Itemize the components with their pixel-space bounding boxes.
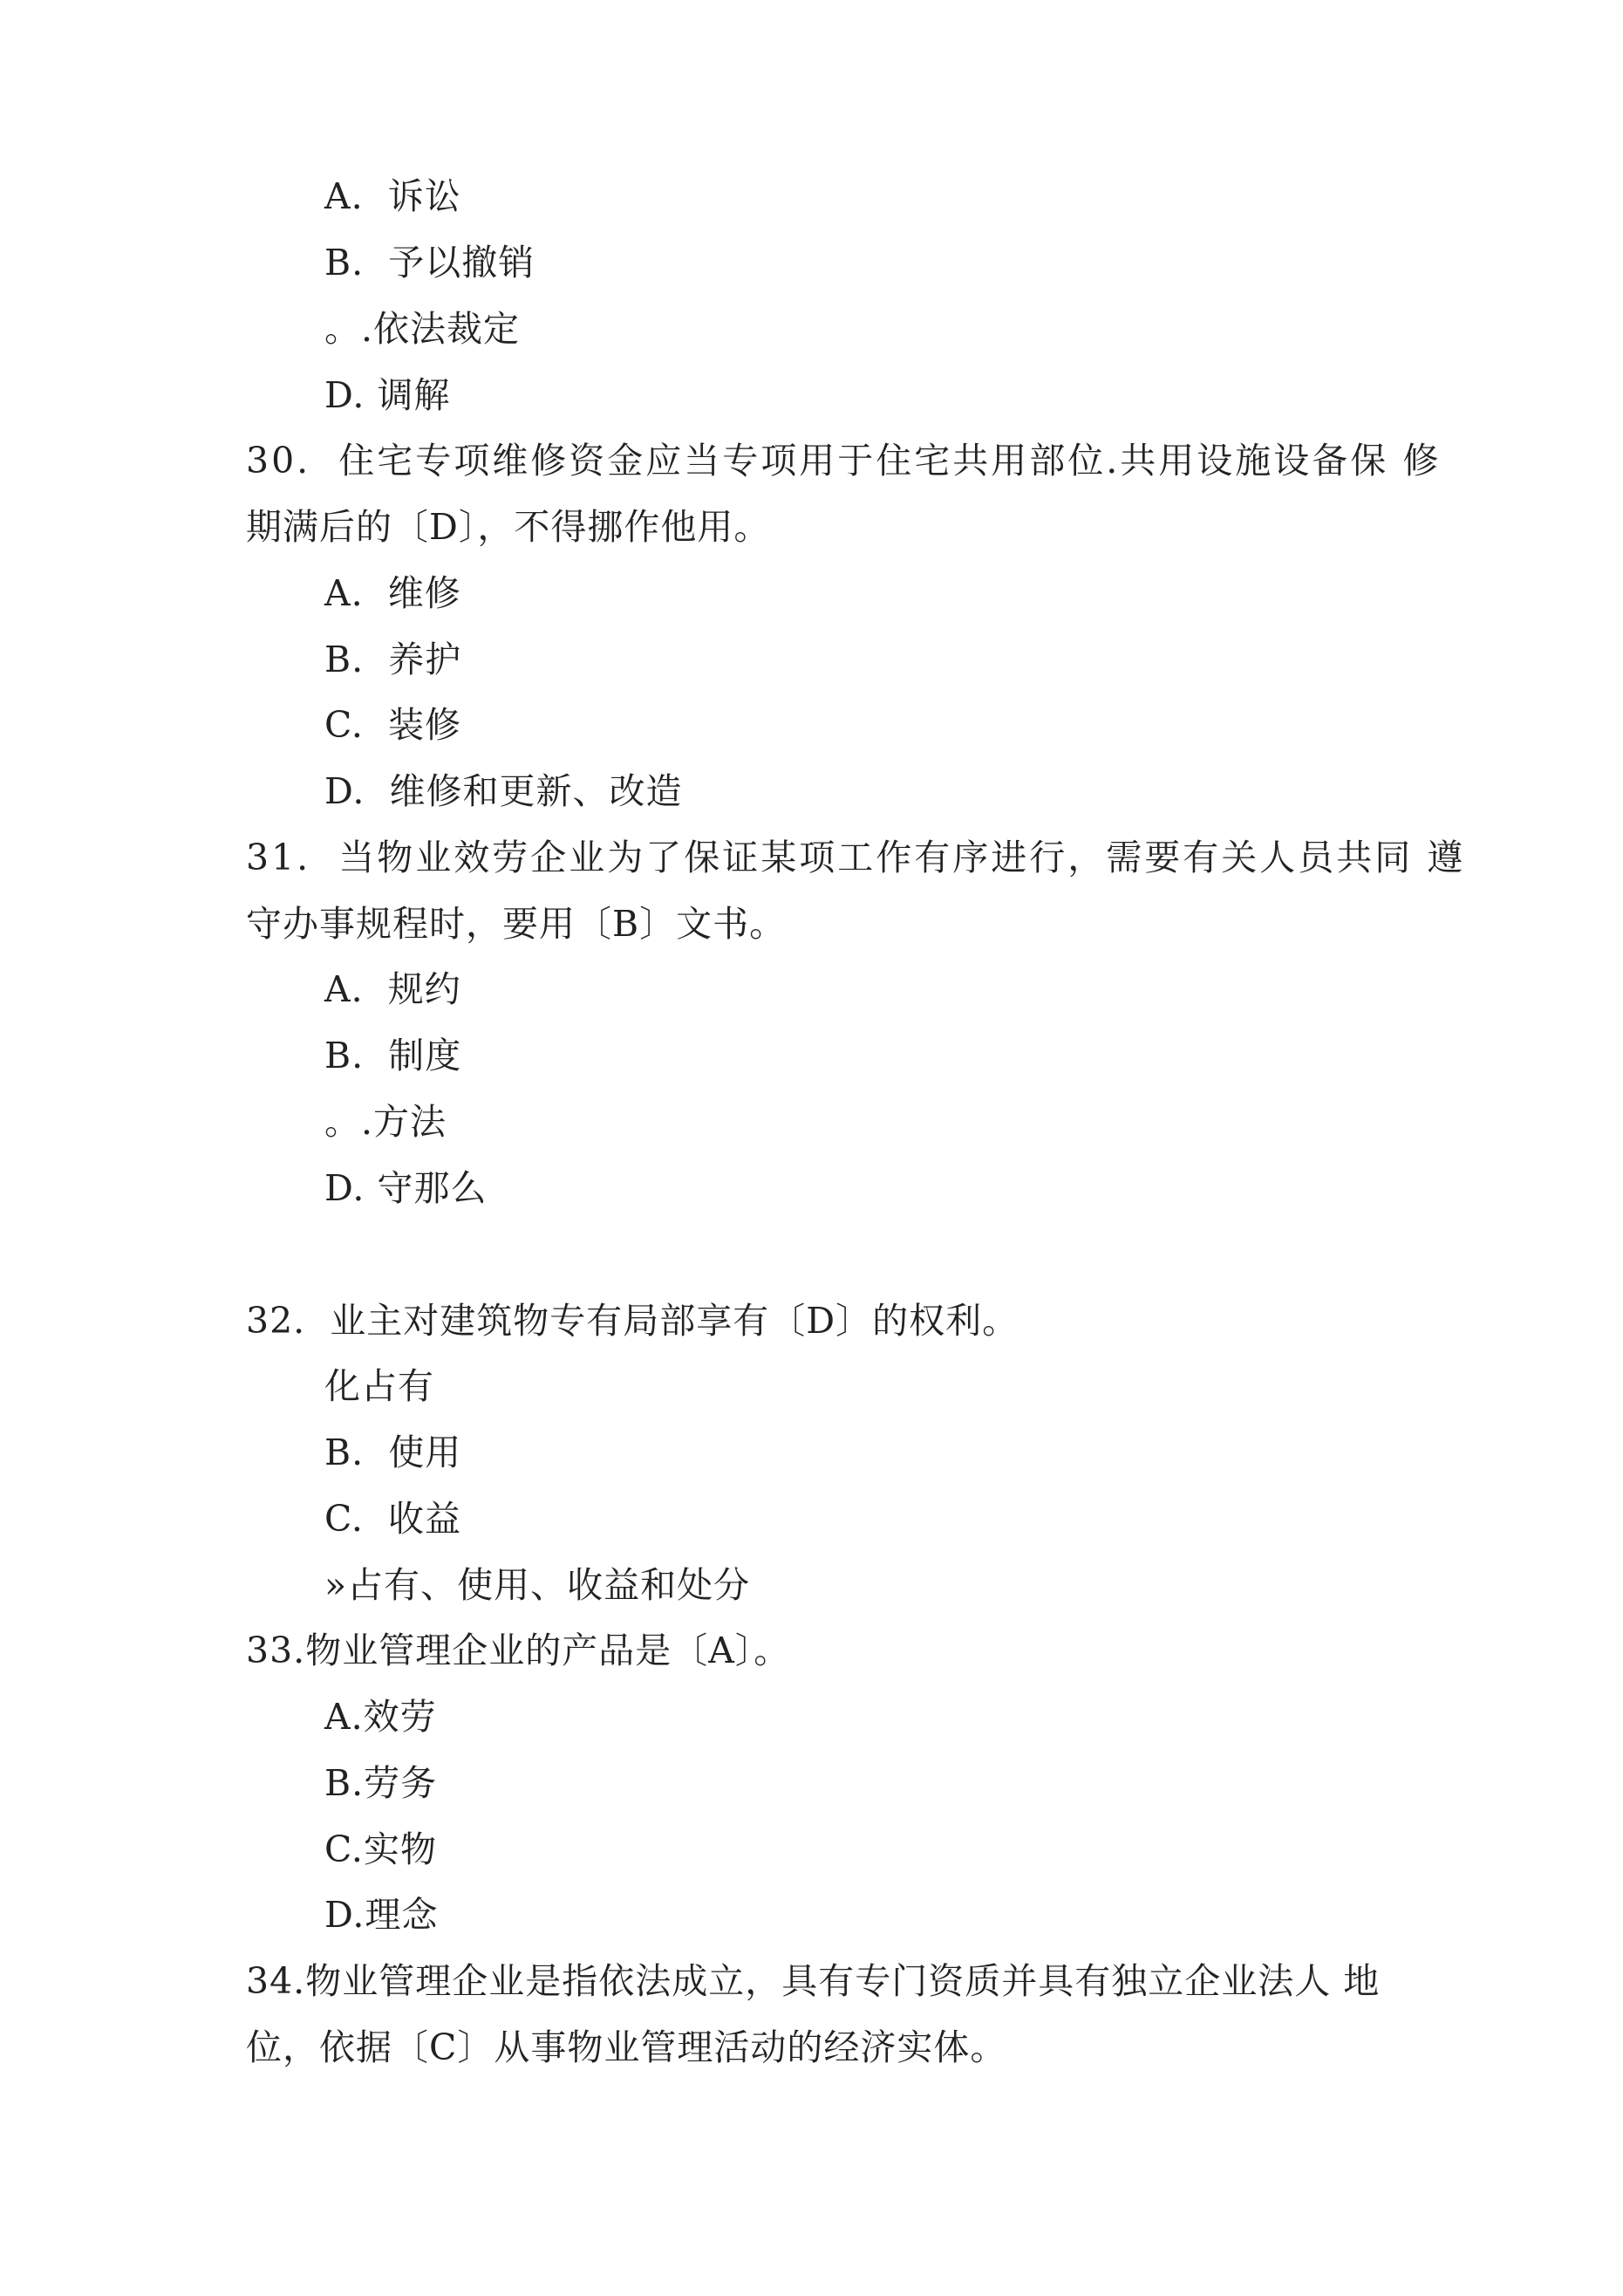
question-30-line-1: 30. 住宅专项维修资金应当专项用于住宅共用部位.共用设施设备保 修 — [246, 440, 1442, 482]
option-29-d: D. 调解 — [324, 374, 451, 416]
question-33: 33.物业管理企业的产品是〔A〕。 — [246, 1630, 791, 1671]
option-31-d: D. 守那么 — [324, 1167, 488, 1209]
option-33-a: A.效劳 — [324, 1696, 437, 1738]
option-31-c: 。.方法 — [324, 1101, 447, 1143]
option-31-a: A. 规约 — [324, 968, 461, 1010]
option-29-b: B. 予以撤销 — [324, 242, 535, 284]
option-33-c: C.实物 — [324, 1828, 437, 1870]
option-30-c: C. 装修 — [324, 704, 462, 746]
option-33-d: D.理念 — [324, 1894, 439, 1936]
question-34-line-2: 位，依据〔C〕从事物业管理活动的经济实体。 — [246, 2026, 1007, 2068]
option-30-b: B. 养护 — [324, 639, 462, 680]
option-32-d: »占有、使用、收益和处分 — [324, 1564, 751, 1606]
option-33-b: B.劳务 — [324, 1762, 438, 1804]
option-32-b: B. 使用 — [324, 1432, 462, 1473]
option-30-a: A. 维修 — [324, 572, 461, 614]
question-34-line-1: 34.物业管理企业是指依法成立，具有专门资质并具有独立企业法人 地 — [246, 1960, 1381, 2002]
option-30-d: D. 维修和更新、改造 — [324, 770, 683, 812]
option-31-b: B. 制度 — [324, 1035, 462, 1076]
option-32-c: C. 收益 — [324, 1498, 462, 1540]
option-29-a: A. 诉讼 — [324, 175, 461, 217]
question-31-line-2: 守办事规程时，要用〔B〕文书。 — [246, 903, 787, 945]
question-31-line-1: 31. 当物业效劳企业为了保证某项工作有序进行，需要有关人员共同 遵 — [246, 837, 1466, 878]
option-29-c: 。.依法裁定 — [324, 308, 521, 350]
question-32: 32. 业主对建筑物专有局部享有〔D〕的权利。 — [246, 1300, 1019, 1342]
option-32-a: 化占有 — [324, 1365, 434, 1407]
question-30-line-2: 期满后的〔D〕，不得挪作他用。 — [246, 506, 771, 548]
